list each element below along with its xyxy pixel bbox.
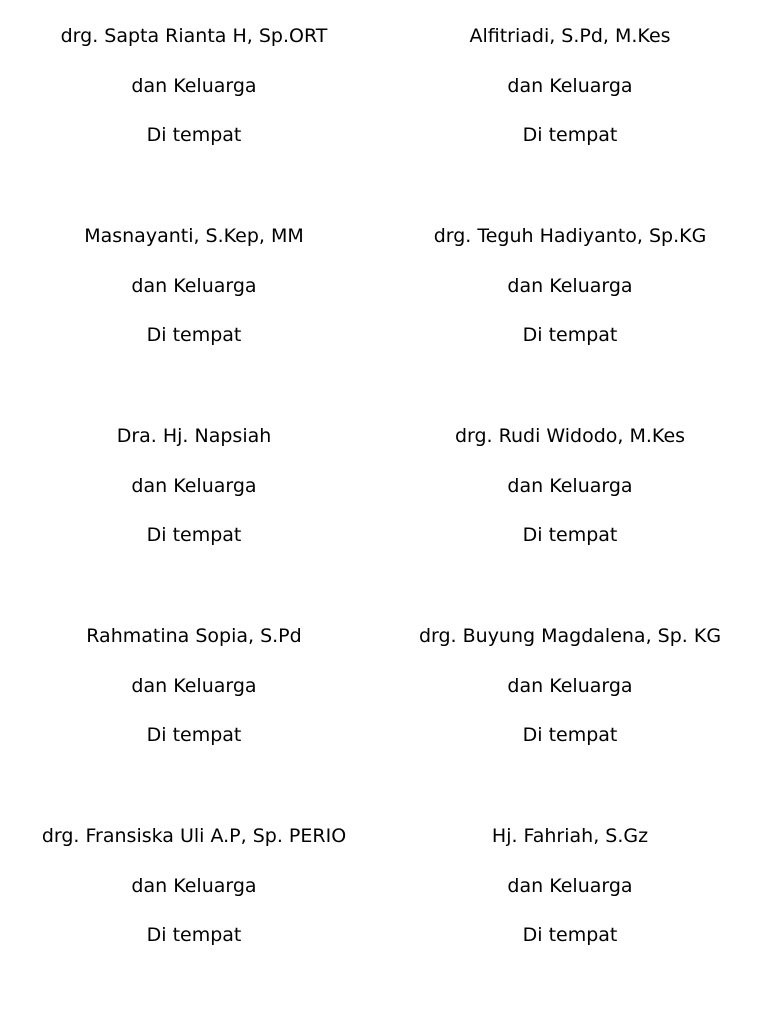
recipient-place: Di tempat bbox=[522, 124, 618, 146]
recipient-family: dan Keluarga bbox=[507, 475, 633, 497]
recipient-family: dan Keluarga bbox=[507, 675, 633, 697]
address-label bbox=[2, 400, 386, 560]
address-label bbox=[378, 0, 762, 160]
address-label bbox=[2, 200, 386, 360]
recipient-family: dan Keluarga bbox=[131, 475, 257, 497]
address-label bbox=[2, 600, 386, 760]
recipient-name: drg. Fransiska Uli A.P, Sp. PERIO bbox=[41, 825, 347, 847]
address-label bbox=[2, 0, 386, 160]
recipient-name: drg. Rudi Widodo, M.Kes bbox=[454, 425, 686, 447]
recipient-name: drg. Sapta Rianta H, Sp.ORT bbox=[60, 25, 328, 47]
recipient-family: dan Keluarga bbox=[507, 275, 633, 297]
recipient-place: Di tempat bbox=[146, 924, 242, 946]
recipient-name: drg. Teguh Hadiyanto, Sp.KG bbox=[433, 225, 707, 247]
recipient-name: Dra. Hj. Napsiah bbox=[116, 425, 272, 447]
recipient-name: drg. Buyung Magdalena, Sp. KG bbox=[418, 625, 722, 647]
recipient-name: Masnayanti, S.Kep, MM bbox=[84, 225, 304, 247]
recipient-family: dan Keluarga bbox=[131, 875, 257, 897]
address-label bbox=[2, 800, 386, 960]
address-label bbox=[378, 800, 762, 960]
recipient-place: Di tempat bbox=[522, 924, 618, 946]
recipient-place: Di tempat bbox=[522, 724, 618, 746]
recipient-place: Di tempat bbox=[146, 724, 242, 746]
recipient-name: Hj. Fahriah, S.Gz bbox=[491, 825, 649, 847]
recipient-place: Di tempat bbox=[146, 324, 242, 346]
recipient-family: dan Keluarga bbox=[507, 875, 633, 897]
recipient-place: Di tempat bbox=[522, 524, 618, 546]
recipient-place: Di tempat bbox=[522, 324, 618, 346]
recipient-name: Alfitriadi, S.Pd, M.Kes bbox=[469, 25, 671, 47]
recipient-family: dan Keluarga bbox=[131, 75, 257, 97]
recipient-place: Di tempat bbox=[146, 524, 242, 546]
address-label bbox=[378, 200, 762, 360]
address-label bbox=[378, 600, 762, 760]
address-label bbox=[378, 400, 762, 560]
recipient-family: dan Keluarga bbox=[507, 75, 633, 97]
recipient-name: Rahmatina Sopia, S.Pd bbox=[86, 625, 302, 647]
recipient-place: Di tempat bbox=[146, 124, 242, 146]
recipient-family: dan Keluarga bbox=[131, 675, 257, 697]
recipient-family: dan Keluarga bbox=[131, 275, 257, 297]
